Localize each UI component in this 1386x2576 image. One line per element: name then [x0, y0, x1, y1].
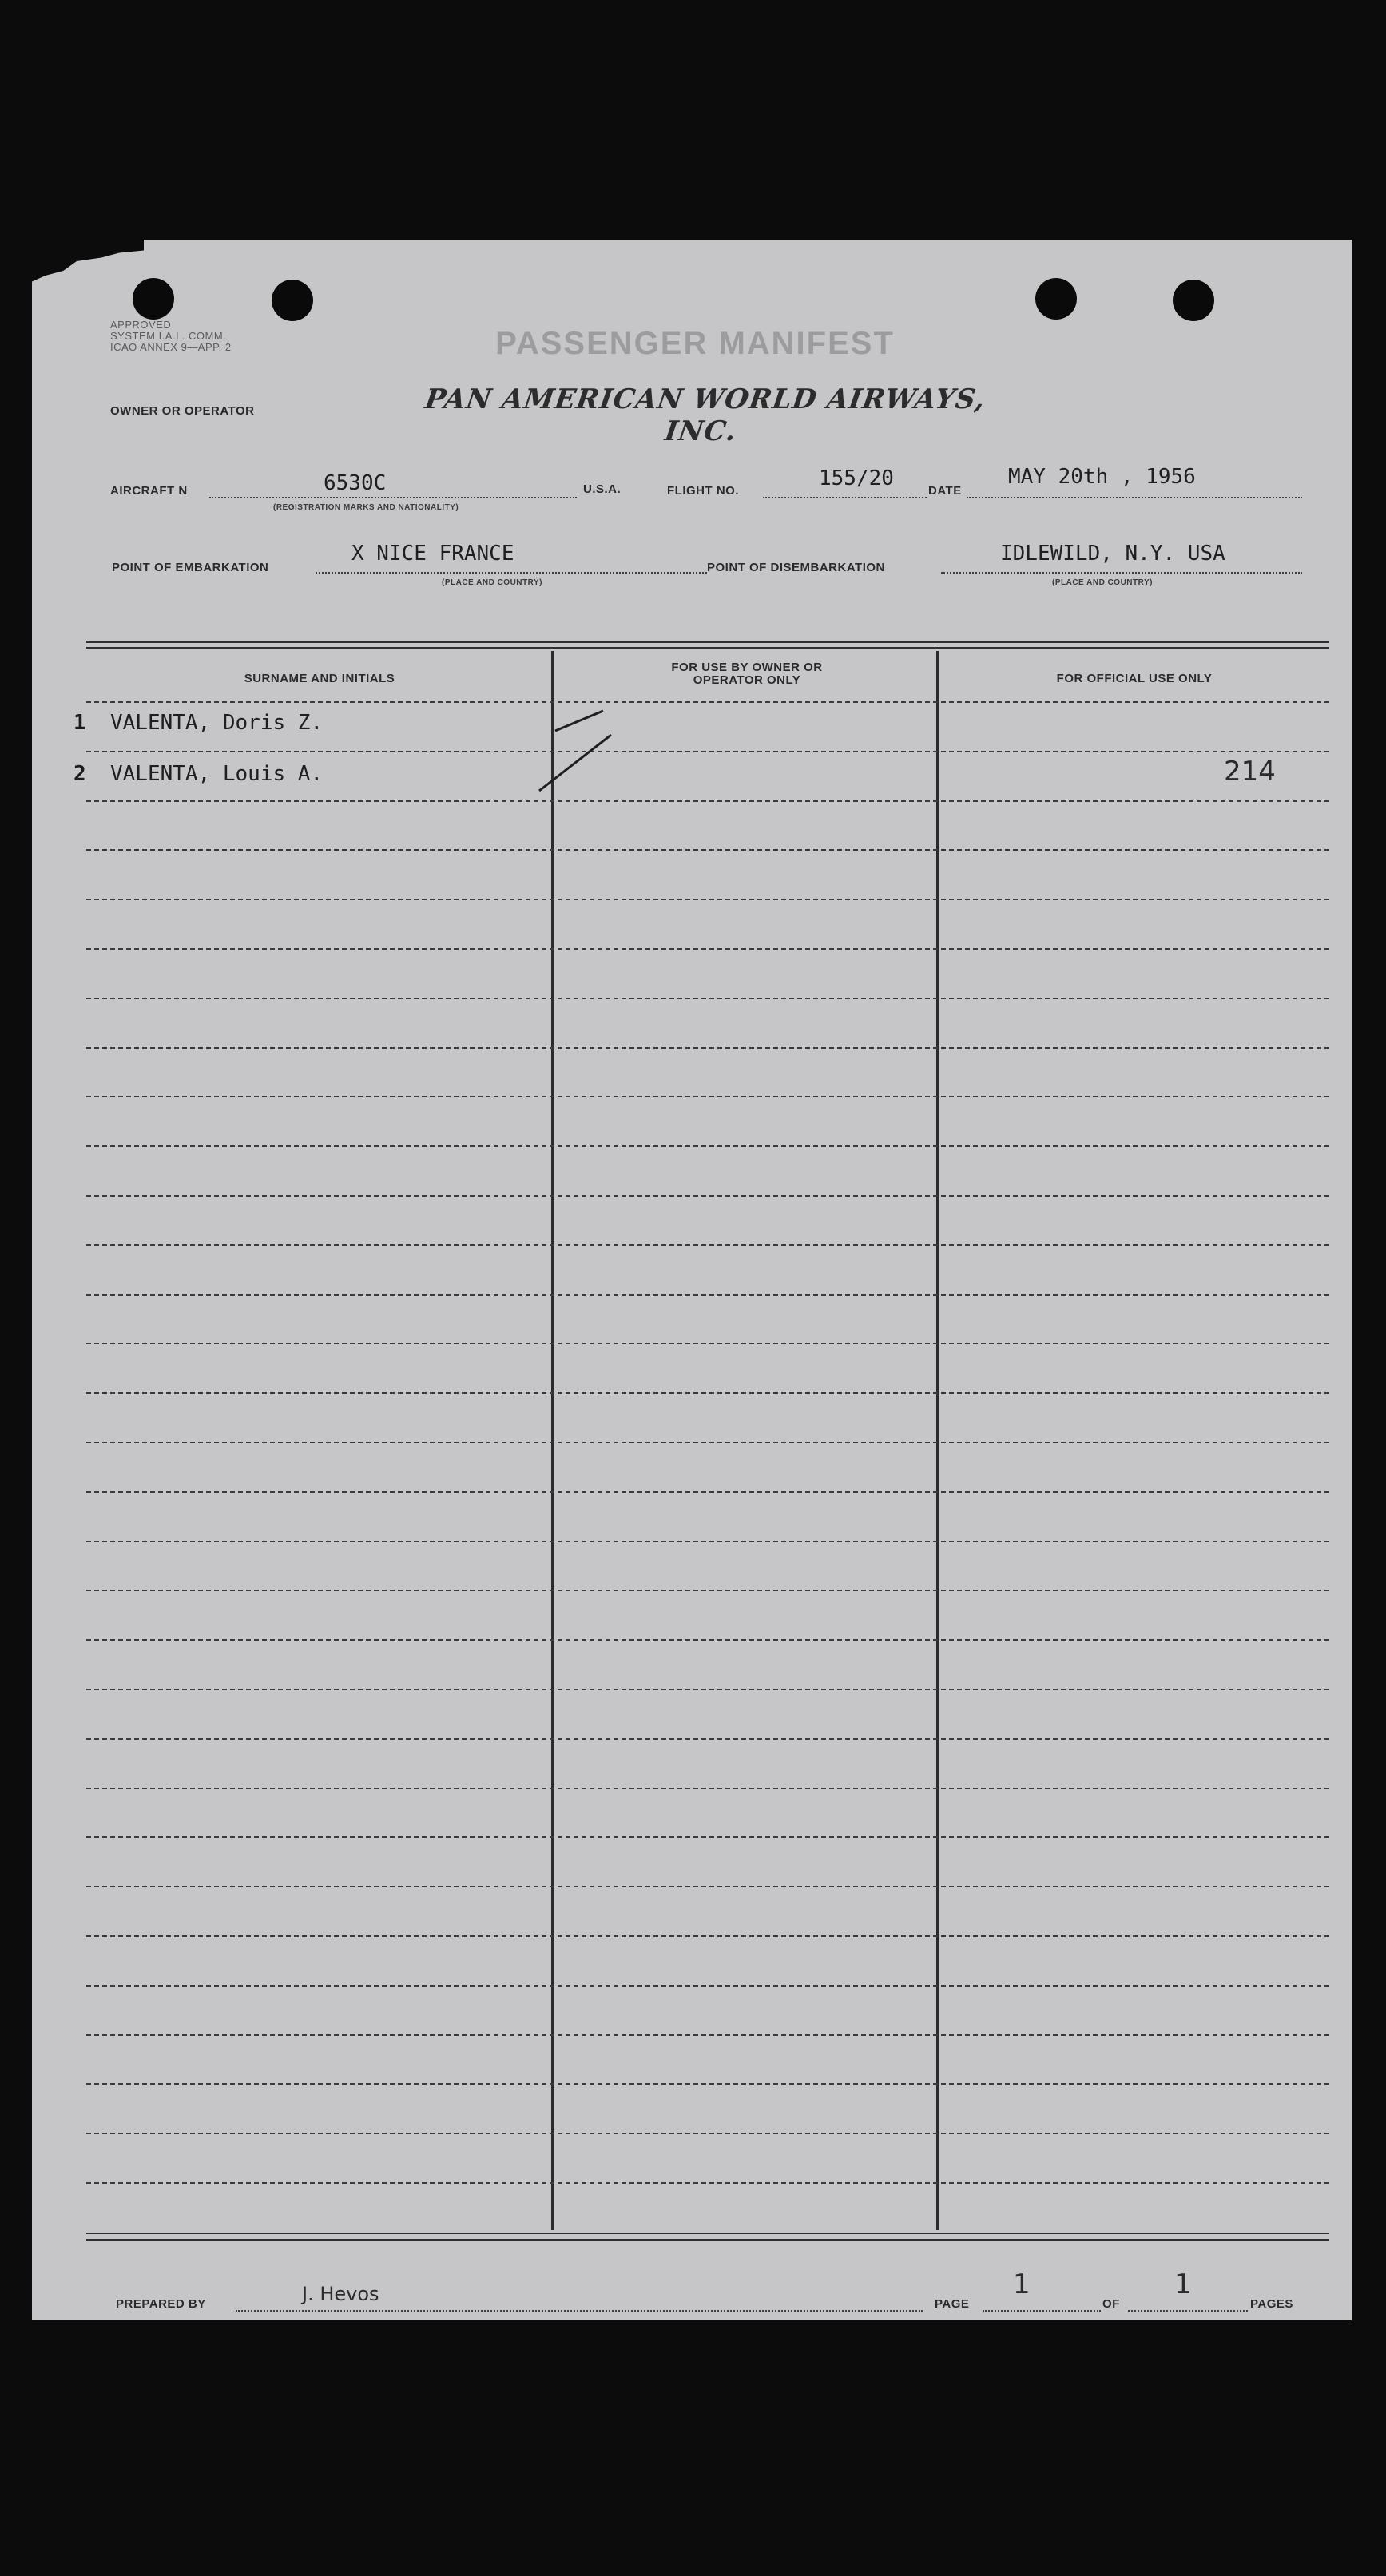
- page-label: PAGE: [935, 2297, 970, 2311]
- row-rule: [86, 1886, 1329, 1887]
- aircraft-underline: [209, 497, 577, 498]
- row-rule: [86, 1096, 1329, 1097]
- approval-stamp: [110, 320, 232, 353]
- column-header-surname: SURNAME AND INITIALS: [244, 672, 395, 685]
- row-rule: [86, 701, 1329, 703]
- punch-hole-2: [272, 280, 313, 321]
- prepared-label: PREPARED BY: [116, 2297, 206, 2311]
- row-rule: [86, 1392, 1329, 1394]
- owner-label: OWNER OR OPERATOR: [110, 404, 255, 418]
- owner-value: PAN AMERICAN WORLD AIRWAYS, INC.: [423, 383, 988, 447]
- usa-label: U.S.A.: [583, 482, 622, 496]
- punch-hole-3: [1035, 278, 1077, 320]
- row-rule: [86, 1294, 1329, 1296]
- row-rule: [86, 2182, 1329, 2184]
- row-rule: [86, 849, 1329, 851]
- column-divider-1: [551, 651, 554, 2230]
- page-title: PASSENGER MANIFEST: [495, 326, 895, 361]
- passenger-name-1: VALENTA, Doris Z.: [110, 711, 324, 735]
- page-value: 1: [1013, 2268, 1031, 2300]
- aircraft-label: AIRCRAFT N: [110, 484, 188, 498]
- row-rule: [86, 899, 1329, 900]
- table-bottom-rule-2: [86, 2239, 1329, 2241]
- row-rule: [86, 1639, 1329, 1641]
- row-rule: [86, 1541, 1329, 1542]
- place-note-disembark: (PLACE AND COUNTRY): [1052, 578, 1153, 587]
- punch-hole-1: [133, 278, 174, 320]
- disembark-label: POINT OF DISEMBARKATION: [707, 561, 885, 574]
- row-number-1: 1: [73, 711, 86, 735]
- row-rule: [86, 1935, 1329, 1937]
- row-rule: [86, 1145, 1329, 1147]
- row-rule: [86, 1047, 1329, 1049]
- disembark-underline: [941, 572, 1302, 574]
- prepared-underline: [236, 2310, 923, 2312]
- page-underline: [983, 2310, 1101, 2312]
- check-mark-2: [539, 735, 611, 791]
- flight-value: 155/20: [819, 466, 894, 490]
- row-rule: [86, 1442, 1329, 1443]
- pages-label: PAGES: [1250, 2297, 1293, 2311]
- flight-underline: [763, 497, 927, 498]
- row-rule: [86, 1788, 1329, 1789]
- of-label: OF: [1102, 2297, 1120, 2311]
- row-rule: [86, 2034, 1329, 2036]
- row-rule: [86, 1195, 1329, 1197]
- check-mark-1: [555, 711, 603, 731]
- table-top-rule-1: [86, 641, 1329, 643]
- row-rule: [86, 2133, 1329, 2134]
- date-underline: [967, 497, 1302, 498]
- column-header-owner: FOR USE BY OWNER OR OPERATOR ONLY: [671, 661, 823, 687]
- of-underline: [1128, 2310, 1248, 2312]
- row-rule: [86, 800, 1329, 802]
- row-rule: [86, 1491, 1329, 1493]
- row-rule: [86, 1689, 1329, 1690]
- punch-hole-4: [1173, 280, 1214, 321]
- of-value: 1: [1174, 2268, 1192, 2300]
- approval-line-1: APPROVED: [110, 319, 172, 331]
- official-mark-2: 214: [1224, 756, 1276, 788]
- row-rule: [86, 1343, 1329, 1344]
- embark-label: POINT OF EMBARKATION: [112, 561, 269, 574]
- disembark-value: IDLEWILD, N.Y. USA: [1000, 542, 1225, 566]
- aircraft-value: 6530C: [324, 471, 387, 495]
- check-marks: [535, 703, 623, 799]
- row-rule: [86, 1738, 1329, 1740]
- column-divider-2: [936, 651, 939, 2230]
- table-top-rule-2: [86, 647, 1329, 649]
- date-value: MAY 20th , 1956: [1008, 465, 1196, 489]
- row-number-2: 2: [73, 762, 86, 786]
- embark-value: X NICE FRANCE: [351, 542, 514, 566]
- passenger-name-2: VALENTA, Louis A.: [110, 762, 324, 786]
- row-rule: [86, 998, 1329, 999]
- prepared-value: J. Hevos: [302, 2283, 379, 2305]
- row-rule: [86, 1244, 1329, 1246]
- row-rule: [86, 948, 1329, 950]
- approval-line-3: ICAO ANNEX 9—APP. 2: [110, 341, 232, 353]
- registration-note: (REGISTRATION MARKS AND NATIONALITY): [273, 503, 459, 512]
- approval-line-2: SYSTEM I.A.L. COMM.: [110, 330, 227, 342]
- place-note-embark: (PLACE AND COUNTRY): [442, 578, 542, 587]
- flight-label: FLIGHT NO.: [667, 484, 739, 498]
- date-label: DATE: [928, 484, 962, 498]
- row-rule: [86, 2083, 1329, 2085]
- column-header-official: FOR OFFICIAL USE ONLY: [1056, 672, 1213, 685]
- row-rule: [86, 1836, 1329, 1838]
- row-rule: [86, 751, 1329, 752]
- row-rule: [86, 1985, 1329, 1987]
- row-rule: [86, 1590, 1329, 1591]
- table-bottom-rule-1: [86, 2233, 1329, 2234]
- embark-underline: [316, 572, 707, 574]
